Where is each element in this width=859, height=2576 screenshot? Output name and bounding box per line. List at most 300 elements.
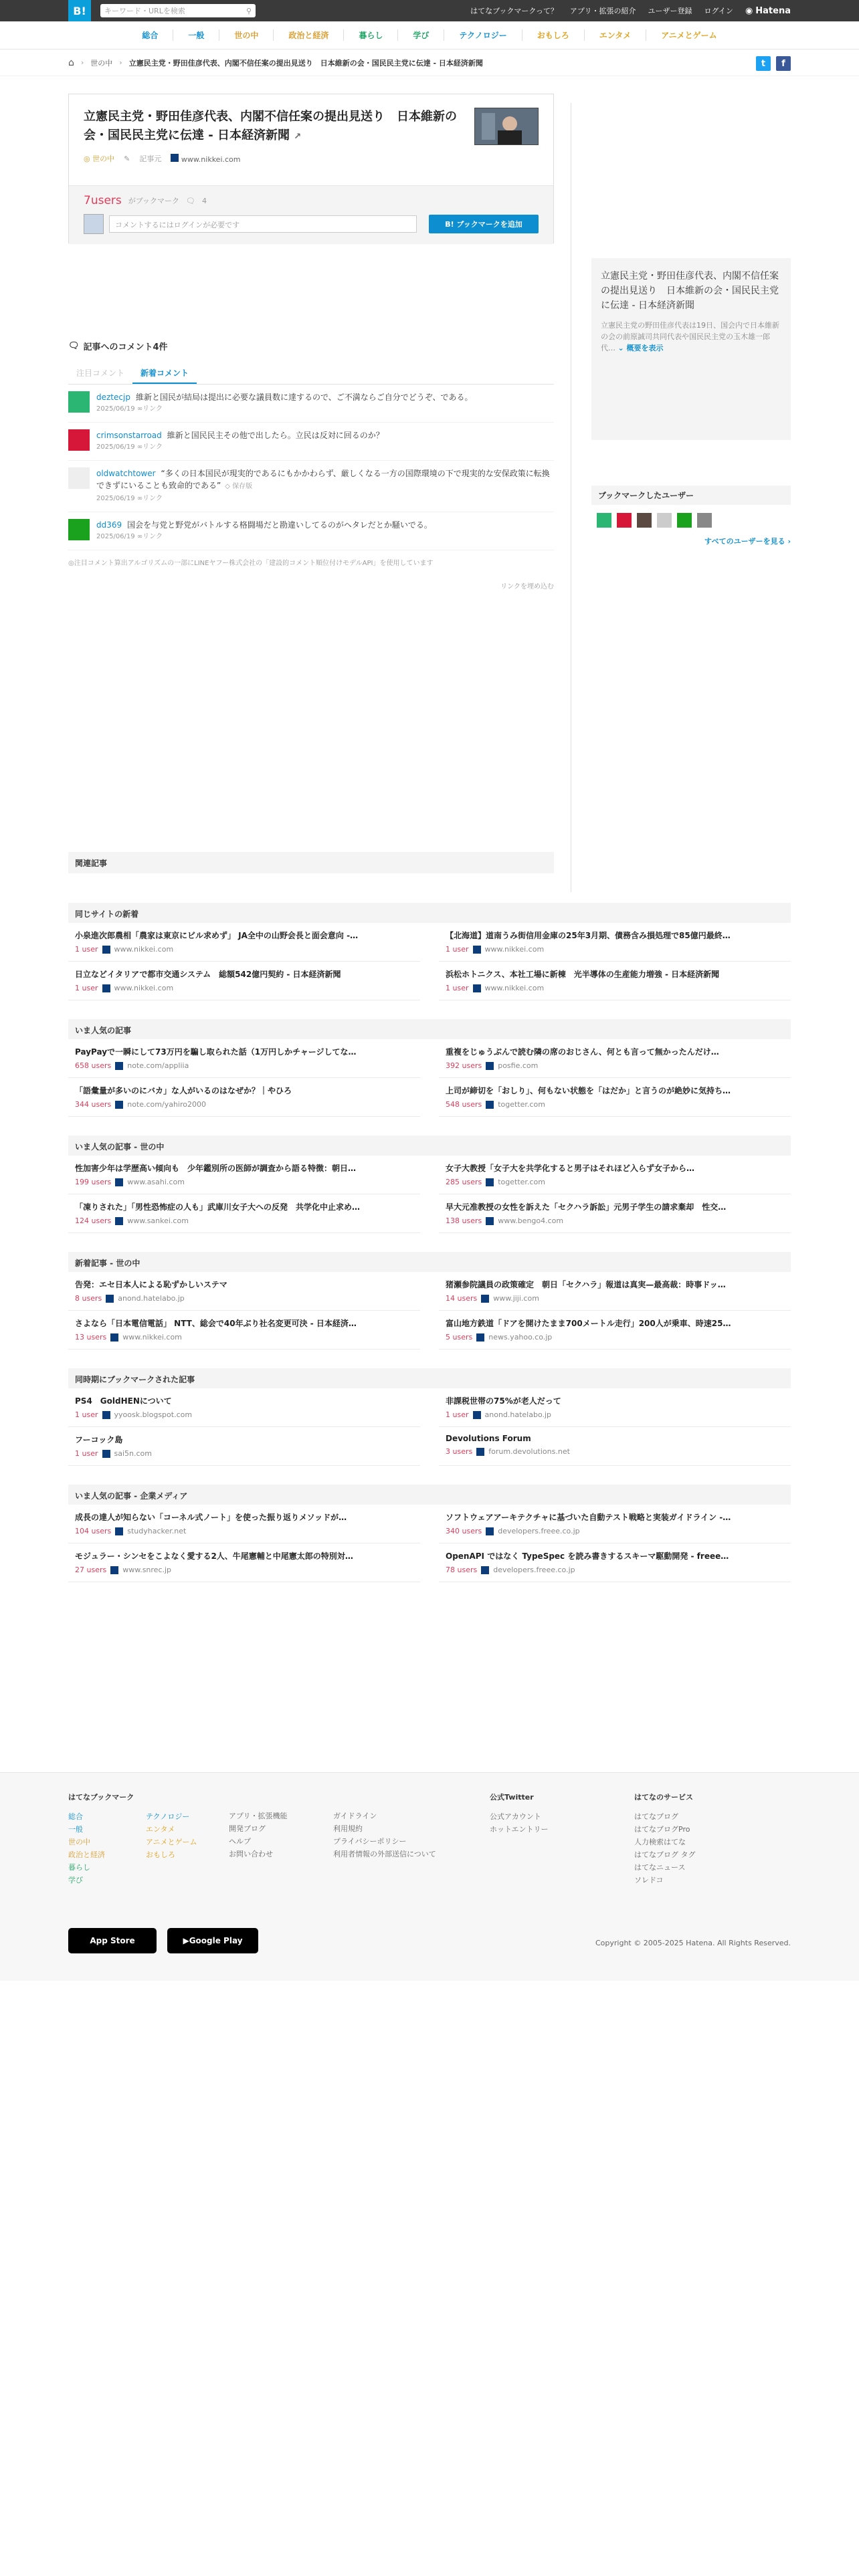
site-favicon-icon: [115, 1178, 123, 1186]
footer-link[interactable]: 総合: [68, 1812, 83, 1821]
section-title: 同じサイトの新着: [68, 903, 791, 923]
comment-tag[interactable]: ◇ 保存版: [225, 483, 253, 490]
article-meta: [446, 1447, 784, 1456]
article-domain[interactable]: developers.freee.co.jp: [498, 1527, 580, 1535]
section-grid: [68, 1388, 791, 1466]
article-title[interactable]: 性加害少年は学歴高い傾向も 少年鑑別所の医師が調査から語る特徴：朝日…: [75, 1164, 357, 1173]
article-domain[interactable]: www.sankei.com: [127, 1216, 189, 1225]
comment-text: 国会を与党と野党がバトルする格闘場だと勘違いしてるのがヘタレだとか騒いでる。: [127, 520, 432, 530]
link-icon: ∞: [134, 533, 143, 540]
article-meta: [75, 1333, 413, 1341]
user-avatar-icon[interactable]: [597, 513, 611, 528]
article-meta: [75, 1294, 413, 1303]
related-articles-title: 関連記事: [68, 852, 554, 873]
tag-icon: ◇: [225, 483, 233, 490]
site-favicon-icon: [115, 1527, 123, 1535]
article-users[interactable]: 285 users: [446, 1178, 482, 1186]
comment-meta: [96, 403, 472, 415]
article-domain[interactable]: www.nikkei.com: [122, 1333, 182, 1341]
article-users[interactable]: 3 users: [446, 1447, 473, 1456]
article-users[interactable]: 1 user: [75, 1410, 98, 1419]
article-title[interactable]: 富山地方鉄道「ドアを開けたまま700メートル走行」200人が乗車、時速25…: [446, 1319, 731, 1328]
article-domain[interactable]: note.com/yahiro2000: [127, 1100, 206, 1109]
article-domain[interactable]: posfie.com: [498, 1061, 539, 1070]
app-store-badge[interactable]: App Store: [68, 1928, 157, 1953]
footer-link[interactable]: はてなブログ: [634, 1812, 678, 1821]
thumbnail-image: [475, 108, 538, 145]
comment-body: [96, 519, 432, 543]
bookmark-users-count[interactable]: 7users: [84, 194, 122, 207]
comment-meta: [96, 531, 432, 543]
site-favicon-icon: [486, 1217, 494, 1225]
article-domain[interactable]: news.yahoo.co.jp: [488, 1333, 553, 1341]
article-meta: [446, 1178, 784, 1186]
article-domain[interactable]: www.bengo4.com: [498, 1216, 564, 1225]
article-meta: [75, 1527, 413, 1535]
comment-link[interactable]: リンク: [142, 405, 163, 413]
section-grid: [68, 923, 791, 1000]
comment-input[interactable]: コメントするにはログインが必要です: [109, 215, 417, 233]
article-meta: [446, 1333, 784, 1341]
footer-link[interactable]: 暮らし: [68, 1863, 90, 1872]
about-link[interactable]: はてなブックマークって？: [470, 7, 558, 15]
bookmarked-users-title: ブックマークしたユーザー: [591, 486, 791, 505]
footer-link[interactable]: エンタメ: [146, 1825, 175, 1834]
article-domain[interactable]: www.nikkei.com: [484, 984, 545, 992]
embed-link[interactable]: リンクを埋め込む: [500, 583, 554, 591]
source-label: 記事元: [139, 154, 162, 163]
entry-thumbnail[interactable]: [474, 108, 539, 145]
article-section: [68, 1136, 791, 1233]
commenter-avatar[interactable]: [68, 391, 90, 413]
footer-link[interactable]: ヘルプ: [229, 1837, 251, 1846]
site-favicon-icon: [481, 1295, 489, 1303]
link-icon: ∞: [134, 405, 143, 413]
article-users[interactable]: 8 users: [75, 1294, 102, 1303]
comment-text: 維新と国民民主その他で出したら。立民は反対に回るのか？: [167, 431, 384, 440]
link-icon: ∞: [134, 443, 143, 451]
article-item[interactable]: [439, 1272, 791, 1311]
article-users[interactable]: 27 users: [75, 1566, 107, 1574]
article-title[interactable]: 告発：エセ日本人による恥ずかしいステマ: [75, 1280, 227, 1289]
article-item[interactable]: [68, 923, 420, 962]
article-item[interactable]: [439, 1505, 791, 1543]
site-favicon-icon: [486, 1062, 494, 1070]
footer-link[interactable]: ソレドコ: [634, 1876, 664, 1885]
article-title[interactable]: さよなら「日本電信電話」 NTT、総会で40年ぶり社名変更可決 - 日本経済…: [75, 1319, 357, 1328]
article-item[interactable]: [439, 923, 791, 962]
section-grid: [68, 1272, 791, 1350]
article-domain[interactable]: developers.freee.co.jp: [493, 1566, 575, 1574]
commenter-name[interactable]: crimsonstarroad: [96, 431, 162, 440]
footer-link[interactable]: はてなニュース: [634, 1863, 686, 1872]
category-tab[interactable]: おもしろ: [522, 29, 585, 41]
login-link[interactable]: ログイン: [704, 7, 733, 15]
site-favicon-icon: [102, 984, 110, 992]
article-domain[interactable]: www.asahi.com: [127, 1178, 185, 1186]
site-favicon-icon: [115, 1217, 123, 1225]
article-meta: [446, 1566, 784, 1574]
article-title[interactable]: 非課税世帯の75%が老人だって: [446, 1396, 561, 1406]
article-item[interactable]: [68, 962, 420, 1000]
article-meta: [75, 984, 413, 992]
article-domain[interactable]: www.nikkei.com: [114, 984, 174, 992]
category-tab[interactable]: 暮らし: [344, 29, 398, 41]
comment-body: [96, 429, 384, 453]
section-title: 同時期にブックマークされた記事: [68, 1368, 791, 1388]
article-section: [68, 1485, 791, 1582]
footer-link[interactable]: はてなブログ タグ: [634, 1850, 696, 1859]
site-favicon-icon: [110, 1566, 118, 1574]
apps-link[interactable]: アプリ・拡張の紹介: [569, 7, 636, 15]
add-bookmark-button[interactable]: B! ブックマークを追加: [429, 215, 539, 233]
hatena-logo-icon: ◉: [745, 5, 753, 16]
article-meta: [75, 1178, 413, 1186]
article-item[interactable]: [439, 1311, 791, 1350]
article-item[interactable]: [68, 1078, 420, 1117]
article-meta: [446, 1216, 784, 1225]
section-title: 新着記事 - 世の中: [68, 1252, 791, 1272]
article-meta: [446, 1527, 784, 1535]
site-favicon-icon: [110, 1333, 118, 1341]
site-favicon-icon: [473, 1411, 481, 1419]
comment-date[interactable]: 2025/06/19: [96, 495, 135, 502]
article-item[interactable]: [439, 1039, 791, 1078]
article-title[interactable]: 「凍りされた」「男性恐怖症の人も」武庫川女子大への反発 共学化中止求め…: [75, 1202, 361, 1212]
footer-link[interactable]: 人力検索はてな: [634, 1838, 686, 1846]
category-tab[interactable]: エンタメ: [585, 29, 647, 41]
footer-link[interactable]: アニメとゲーム: [146, 1838, 197, 1846]
article-title[interactable]: 成長の達人が知らない「コーネル式ノート」を使った振り返りメソッドが…: [75, 1513, 347, 1522]
comment-model-note: ◎注目コメント算出アルゴリズムの一部にLINEヤフー株式会社の「建設的コメント順位付けモデルAPI」を使用しています: [68, 560, 434, 567]
comment-line: [96, 467, 554, 493]
footer-link[interactable]: 公式アカウント: [490, 1812, 541, 1821]
footer-link[interactable]: お問い合わせ: [229, 1850, 273, 1858]
hatena-logo[interactable]: ◉ Hatena: [745, 5, 791, 16]
summary-title: 立憲民主党・野田佳彦代表、内閣不信任案の提出見送り 日本維新の会・国民民主党に伝達 - 日本経済新聞: [601, 271, 779, 311]
site-favicon-icon: [486, 1101, 494, 1109]
user-avatar: [84, 214, 104, 234]
entry-card: [68, 94, 554, 243]
article-item[interactable]: [68, 1311, 420, 1350]
footer-link[interactable]: テクノロジー: [146, 1812, 190, 1821]
article-title[interactable]: 猪瀬参院議員の政策確定 朝日「セクハラ」報道は真実—最高裁：時事ドッ…: [446, 1280, 726, 1289]
see-all-users-link[interactable]: すべてのユーザーを見る ›: [704, 537, 791, 546]
comment-link[interactable]: リンク: [142, 533, 163, 540]
site-favicon-icon: [102, 1450, 110, 1458]
category-tab[interactable]: 政治と経済: [274, 29, 344, 41]
external-link-icon[interactable]: ↗: [294, 132, 302, 142]
source-link[interactable]: www.nikkei.com: [171, 154, 240, 164]
comment-text: 維新と国民が結局は提出に必要な議員数に達するので、ご不満ならご自分でどうぞ、である。: [135, 393, 473, 402]
article-domain[interactable]: sai5n.com: [114, 1449, 152, 1458]
article-title[interactable]: 重複をじゅうぶんで読む隣の席のおじさん、何とも言って無かったんだけ…: [446, 1047, 719, 1057]
article-users[interactable]: 1 user: [446, 984, 469, 992]
article-item[interactable]: [439, 1543, 791, 1582]
comment-item: [68, 512, 554, 550]
article-domain[interactable]: www.snrec.jp: [122, 1566, 172, 1574]
nikkei-favicon: [171, 154, 179, 162]
article-users[interactable]: 1 user: [75, 984, 98, 992]
breadcrumb: [0, 49, 859, 76]
article-item[interactable]: [439, 962, 791, 1000]
article-item[interactable]: [68, 1505, 420, 1543]
article-meta: [75, 1216, 413, 1225]
article-title[interactable]: フーコック島: [75, 1435, 123, 1444]
section-grid: [68, 1505, 791, 1582]
article-domain[interactable]: anond.hatelabo.jp: [118, 1294, 185, 1303]
footer-link[interactable]: 世の中: [68, 1838, 90, 1846]
article-section: [68, 1019, 791, 1117]
site-favicon-icon: [102, 946, 110, 954]
commenter-name[interactable]: oldwatchtower: [96, 469, 156, 478]
article-meta: [75, 1100, 413, 1109]
pencil-icon[interactable]: ✎: [124, 154, 130, 163]
main-content: [0, 76, 859, 905]
article-item[interactable]: [439, 1427, 791, 1466]
comment-text: “多くの日本国民が現実的であるにもかかわらず、厳しくなる一方の国際環境の下で現実的な安保政策に転換できずにいることも致命的である”: [96, 469, 550, 490]
site-favicon-icon: [115, 1062, 123, 1070]
article-item[interactable]: [68, 1039, 420, 1078]
article-users[interactable]: 5 users: [446, 1333, 473, 1341]
category-tab[interactable]: 世の中: [219, 29, 274, 41]
comment-line: [96, 519, 432, 531]
footer-link[interactable]: 開発ブログ: [229, 1824, 266, 1833]
commenter-avatar[interactable]: [68, 519, 90, 540]
section-title: いま人気の記事: [68, 1019, 791, 1039]
comment-date[interactable]: 2025/06/19: [96, 405, 135, 413]
footer-link[interactable]: 政治と経済: [68, 1850, 105, 1859]
comment-meta: [96, 493, 554, 505]
facebook-share-icon[interactable]: f: [776, 56, 791, 71]
article-domain[interactable]: forum.devolutions.net: [488, 1447, 570, 1456]
article-domain[interactable]: yyoosk.blogspot.com: [114, 1410, 193, 1419]
footer-link[interactable]: 学び: [68, 1876, 83, 1885]
article-meta: [75, 1449, 413, 1458]
footer-link[interactable]: 利用規約: [333, 1824, 363, 1833]
comments-title: 🗨 記事へのコメント4件: [68, 341, 168, 352]
article-item[interactable]: [439, 1388, 791, 1427]
hatena-bookmark-logo[interactable]: B!: [68, 0, 91, 21]
article-title[interactable]: ソフトウェアアーキテクチャに基づいた自動テスト戦略と実装ガイドライン -…: [446, 1513, 731, 1522]
site-favicon-icon: [106, 1295, 114, 1303]
link-icon: ∞: [134, 495, 143, 502]
article-title[interactable]: 浜松ホトニクス、本社工場に新棟 光半導体の生産能力増強 - 日本経済新聞: [446, 970, 720, 979]
footer-link[interactable]: 一般: [68, 1825, 83, 1834]
commenter-avatar[interactable]: [68, 429, 90, 451]
article-users[interactable]: 392 users: [446, 1061, 482, 1070]
entry-title[interactable]: 立憲民主党・野田佳彦代表、内閣不信任案の提出見送り 日本維新の会・国民民主党に伝達 - 日本経済新聞 ↗: [84, 110, 457, 142]
article-domain[interactable]: www.nikkei.com: [114, 945, 174, 954]
site-favicon-icon: [102, 1411, 110, 1419]
article-section: [68, 903, 791, 1000]
article-domain[interactable]: note.com/appliia: [127, 1061, 189, 1070]
show-summary-button[interactable]: ⌄ 概要を表示: [617, 344, 664, 352]
site-favicon-icon: [486, 1178, 494, 1186]
footer-link[interactable]: ガイドライン: [333, 1812, 377, 1820]
article-users[interactable]: 548 users: [446, 1100, 482, 1109]
site-favicon-icon: [486, 1527, 494, 1535]
section-grid: [68, 1039, 791, 1117]
article-meta: [446, 984, 784, 992]
footer-link[interactable]: アプリ・拡張機能: [229, 1812, 288, 1820]
user-avatar-icon[interactable]: [697, 513, 712, 528]
play-icon: ▶: [183, 1936, 189, 1945]
article-section: [68, 1252, 791, 1350]
chevron-right-icon: ›: [119, 58, 122, 67]
article-title[interactable]: 【北海道】道南うみ街信用金庫の25年3月期、債務含み損処理で85億円最終…: [446, 931, 731, 940]
article-item[interactable]: [439, 1194, 791, 1233]
comment-icon: 🗨: [186, 196, 195, 205]
comment-date[interactable]: 2025/06/19: [96, 533, 135, 540]
article-users[interactable]: 1 user: [75, 1449, 98, 1458]
home-icon[interactable]: ⌂: [68, 57, 74, 68]
article-users[interactable]: 340 users: [446, 1527, 482, 1535]
article-users[interactable]: 104 users: [75, 1527, 112, 1535]
site-favicon-icon: [476, 1448, 484, 1456]
comment-body: [96, 467, 554, 505]
comment-body: [96, 391, 472, 415]
entry-summary: [591, 258, 791, 440]
article-title[interactable]: OpenAPI ではなく TypeSpec を読み書きするスキーマ駆動開発 - freee…: [446, 1551, 729, 1561]
site-favicon-icon: [473, 946, 481, 954]
section-title: いま人気の記事 - 企業メディア: [68, 1485, 791, 1505]
footer-link[interactable]: 利用者情報の外部送信について: [333, 1850, 436, 1858]
comment-line: [96, 429, 384, 441]
comments-section: [68, 340, 554, 591]
article-title[interactable]: モジュラー・シンセをこよなく愛する2人、牛尾憲輔と中尾憲太郎の特別対…: [75, 1551, 353, 1561]
entry-category[interactable]: ◎ 世の中: [84, 154, 115, 163]
article-item[interactable]: [68, 1388, 420, 1427]
article-meta: [446, 1410, 784, 1419]
article-users[interactable]: 1 user: [75, 945, 98, 954]
article-item[interactable]: [68, 1427, 420, 1466]
article-title[interactable]: 日立などイタリアで都市交通システム 総額542億円契約 - 日本経済新聞: [75, 970, 341, 979]
article-item[interactable]: [439, 1156, 791, 1194]
article-item[interactable]: [439, 1078, 791, 1117]
category-tab[interactable]: アニメとゲーム: [661, 31, 717, 40]
article-item[interactable]: [68, 1194, 420, 1233]
search-icon[interactable]: ⚲: [246, 6, 252, 15]
article-section: [68, 1368, 791, 1466]
speech-bubble-icon: 🗨: [68, 341, 80, 351]
article-title[interactable]: 女子大教授「女子大を共学化すると男子はそれほど入らず女子から…: [446, 1164, 695, 1173]
site-favicon-icon: [476, 1333, 484, 1341]
comment-date[interactable]: 2025/06/19: [96, 443, 135, 451]
comment-item: [68, 461, 554, 512]
twitter-share-icon[interactable]: t: [756, 56, 771, 71]
article-domain[interactable]: togetter.com: [498, 1178, 545, 1186]
user-avatar-icon[interactable]: [657, 513, 672, 528]
article-users[interactable]: 124 users: [75, 1216, 112, 1225]
article-domain[interactable]: anond.hatelabo.jp: [484, 1410, 552, 1419]
user-avatar-icon[interactable]: [637, 513, 652, 528]
category-tab[interactable]: 総合: [127, 29, 173, 41]
article-users[interactable]: 78 users: [446, 1566, 478, 1574]
article-meta: [75, 945, 413, 954]
footer: [0, 1772, 859, 1981]
signup-link[interactable]: ユーザー登録: [648, 7, 692, 15]
article-title[interactable]: 早大元准教授の女性を訴えた「セクハラ訴訟」元男子学生の請求棄却 性交…: [446, 1202, 727, 1212]
user-avatar-icon[interactable]: [617, 513, 632, 528]
breadcrumb-category[interactable]: 世の中: [90, 58, 113, 68]
footer-link[interactable]: おもしろ: [146, 1850, 175, 1859]
article-meta: [446, 1294, 784, 1303]
comment-link[interactable]: リンク: [142, 495, 163, 502]
article-item[interactable]: [68, 1543, 420, 1582]
commenter-avatar[interactable]: [68, 467, 90, 489]
search-placeholder: キーワード・URLを検索: [104, 7, 185, 15]
article-meta: [446, 1061, 784, 1070]
comment-item: [68, 423, 554, 461]
article-users[interactable]: 1 user: [446, 1410, 469, 1419]
site-favicon-icon: [473, 984, 481, 992]
category-tab[interactable]: 学び: [398, 29, 444, 41]
footer-link[interactable]: プライバシーポリシー: [333, 1837, 407, 1846]
article-users[interactable]: 1 user: [446, 945, 469, 954]
user-avatar-icon[interactable]: [677, 513, 692, 528]
article-users[interactable]: 14 users: [446, 1294, 478, 1303]
article-title[interactable]: 「語彙量が多いのにバカ」な人がいるのはなぜか？｜やひろ: [75, 1086, 292, 1095]
category-tab[interactable]: テクノロジー: [444, 29, 522, 41]
summary-text: 立憲民主党の野田佳彦代表は19日、国会内で日本維新の会の前原誠司共同代表や国民民主党の玉木雄一郎代… ⌄ 概要を表示: [601, 321, 779, 352]
search-input[interactable]: [100, 4, 256, 17]
site-favicon-icon: [115, 1101, 123, 1109]
footer-twitter-title: 公式Twitter: [490, 1793, 534, 1802]
article-users[interactable]: 199 users: [75, 1178, 112, 1186]
article-domain[interactable]: www.nikkei.com: [484, 945, 545, 954]
article-users[interactable]: 138 users: [446, 1216, 482, 1225]
copyright: Copyright © 2005-2025 Hatena. All Rights Reserved.: [595, 1939, 791, 1947]
site-favicon-icon: [481, 1566, 489, 1574]
article-domain[interactable]: togetter.com: [498, 1100, 545, 1109]
article-meta: [446, 1100, 784, 1109]
breadcrumb-title: 立憲民主党・野田佳彦代表、内閣不信任案の提出見送り 日本維新の会・国民民主党に伝達 - 日本経済新聞: [128, 58, 483, 68]
commenter-name[interactable]: dd369: [96, 520, 122, 530]
article-item[interactable]: [68, 1156, 420, 1194]
comment-count: 4: [201, 196, 207, 205]
article-meta: [75, 1410, 413, 1419]
commenter-name[interactable]: deztecjp: [96, 393, 130, 402]
article-users[interactable]: 13 users: [75, 1333, 107, 1341]
article-domain[interactable]: www.jiji.com: [493, 1294, 539, 1303]
tab-new[interactable]: 新着コメント: [132, 363, 197, 384]
comment-link[interactable]: リンク: [142, 443, 163, 451]
article-title[interactable]: Devolutions Forum: [446, 1434, 531, 1443]
article-users[interactable]: 658 users: [75, 1061, 112, 1070]
article-title[interactable]: PayPayで一瞬にして73万円を騙し取られた話（1万円しかチャージしてな…: [75, 1047, 357, 1057]
category-tab[interactable]: 一般: [173, 29, 219, 41]
footer-link[interactable]: はてなブログPro: [634, 1825, 690, 1834]
section-grid: [68, 1156, 791, 1233]
article-users[interactable]: 344 users: [75, 1100, 112, 1109]
google-play-badge[interactable]: ▶ Google Play: [167, 1928, 258, 1953]
article-title[interactable]: PS4 GoldHENについて: [75, 1396, 172, 1406]
bookmark-label: がブックマーク: [128, 197, 179, 205]
article-title[interactable]: 小泉進次郎農相「農家は東京にビル求めず」 JA全中の山野会長と面会意向 -…: [75, 931, 359, 940]
top-bar: [0, 0, 859, 21]
article-meta: [446, 945, 784, 954]
section-title: いま人気の記事 - 世の中: [68, 1136, 791, 1156]
category-nav: [0, 21, 859, 49]
footer-link[interactable]: ホットエントリー: [490, 1825, 549, 1834]
tab-attention[interactable]: 注目コメント: [76, 368, 125, 378]
article-item[interactable]: [68, 1272, 420, 1311]
chevron-right-icon: ›: [80, 58, 84, 67]
article-title[interactable]: 上司が締切を「おしり」、何もない状態を「はだか」と言うのが絶妙に気持ち…: [446, 1086, 731, 1095]
article-sections: [68, 903, 791, 1601]
article-domain[interactable]: studyhacker.net: [127, 1527, 187, 1535]
